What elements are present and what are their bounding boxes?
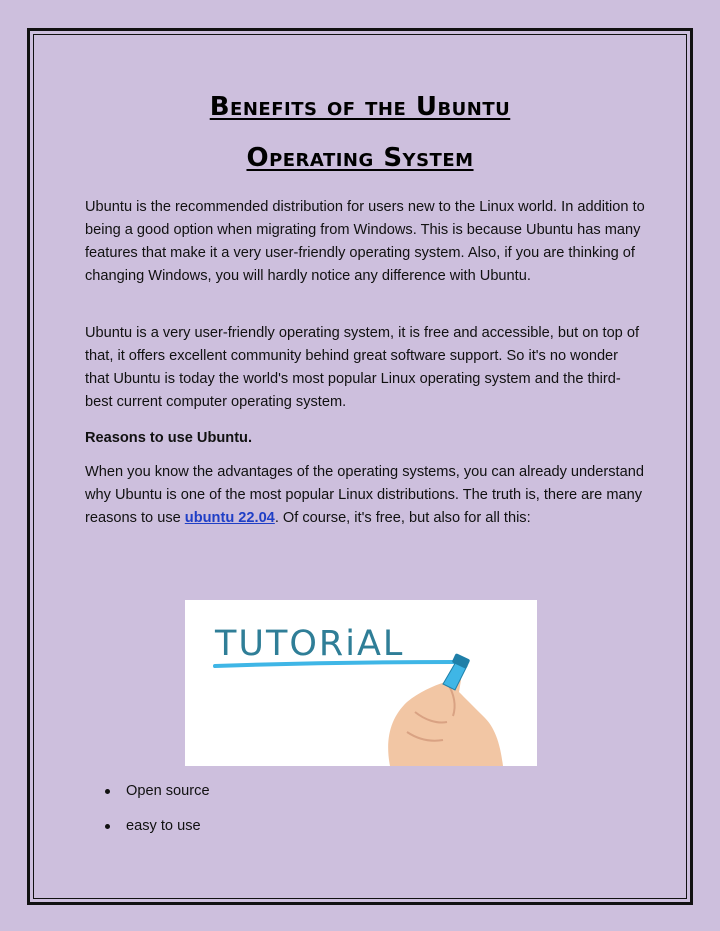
benefits-list [100,780,210,850]
paragraph-community: Ubuntu is a very user-friendly operating system, it is free and accessible, but on top of that, it offers excellent community behind great software support. So it's no wonder that Ubuntu is today the world's most popular Linux operating system and the third-best current computer operating system. [85,325,640,410]
paragraph-reasons-text: When you know the advantages of the operating systems, you can already understand why Ubuntu is one of the most popular Linux distributions. The truth is, there are many reasons to use [85,464,644,526]
list-item [100,815,210,850]
tutorial-image [185,600,537,766]
hand-icon [388,653,503,766]
bullet-icon [105,789,110,794]
list-item [100,780,210,815]
ubuntu-version-link[interactable]: ubuntu 22.04 [184,510,275,526]
title-line-2: Operating System [246,143,474,173]
paragraph-reasons [85,461,645,530]
list-item-text: easy to use [126,818,201,834]
image-tutorial-text: TUTORiAL [215,624,405,664]
title-line-1: Benefits of the Ubuntu [209,92,511,122]
paragraph-reasons-tail: . Of course, it's free, but also for all this: [274,510,531,526]
subheading-reasons: Reasons to use Ubuntu. [85,430,253,446]
bullet-icon [105,824,110,829]
list-item-text: Open source [126,783,210,799]
hand-writing-tutorial-illustration [185,600,537,766]
paragraph-intro: Ubuntu is the recommended distribution for users new to the Linux world. In addition to being a good option when migrating from Windows. This is because Ubuntu has many features that make it a very user-friendly operating system. Also, if you are thinking of changing Windows, you will hardly notice any difference with Ubuntu. [85,199,645,284]
